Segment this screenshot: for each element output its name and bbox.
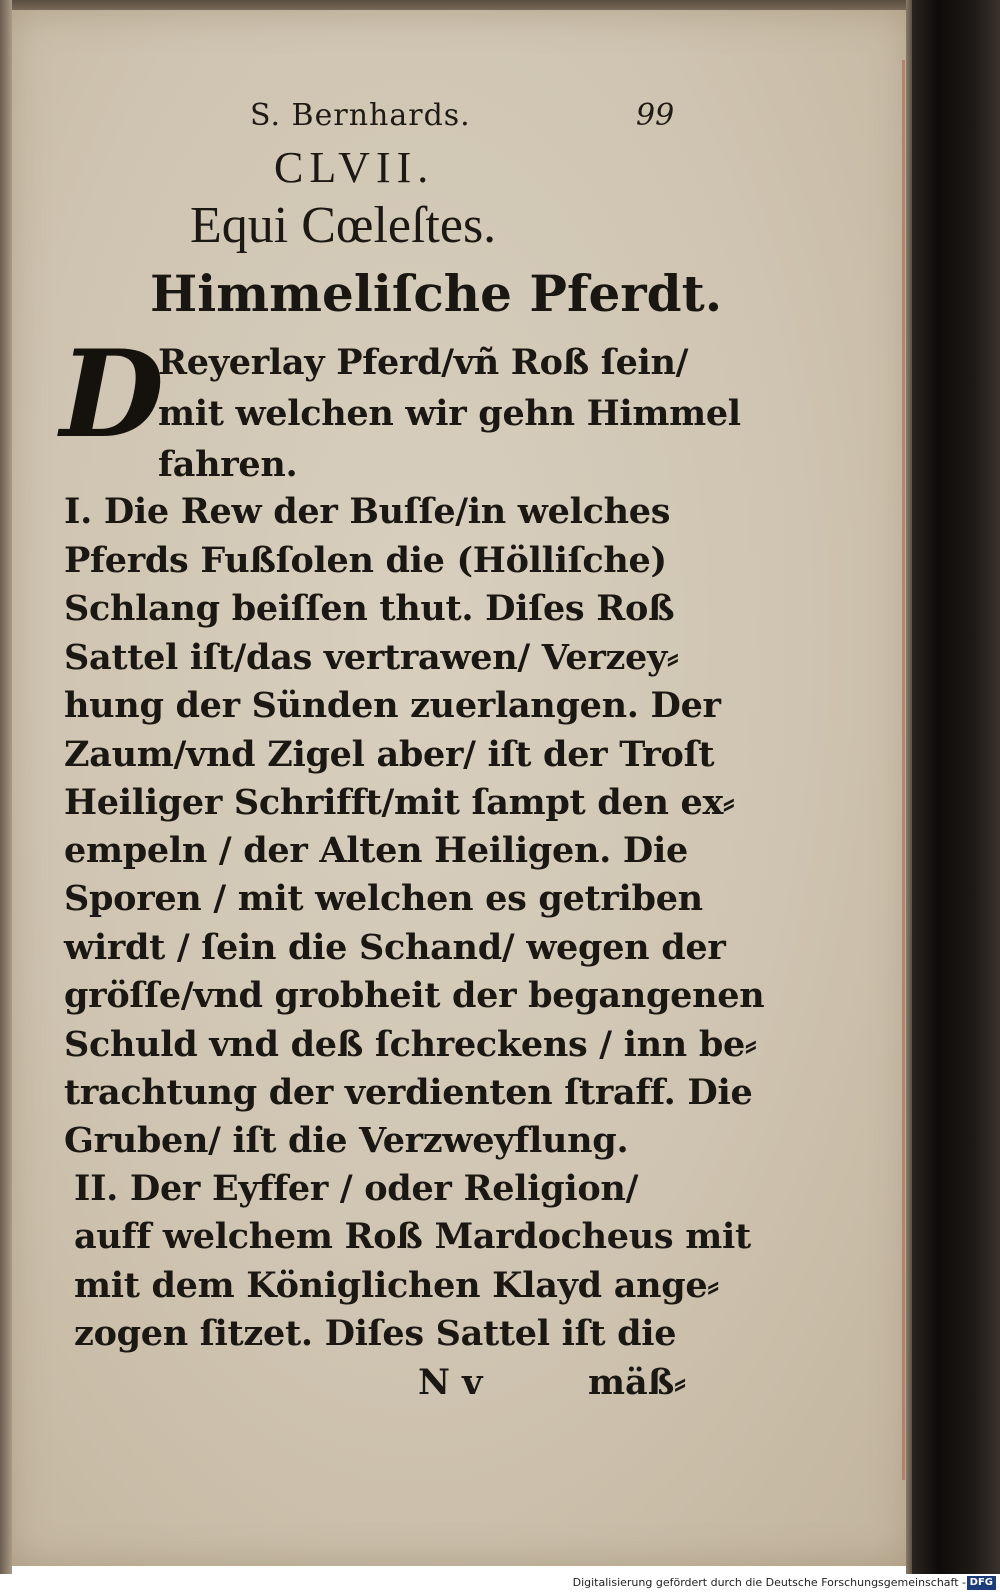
text-line: trachtung der verdienten ſtraff. Die (64, 1072, 753, 1113)
funding-credit: Digitalisierung gefördert durch die Deutsche Forschungsgemeinschaft - (572, 1576, 966, 1589)
text-line: zogen ſitzet. Diſes Sattel iſt die (74, 1313, 677, 1354)
text-line: mit welchen wir gehn Himmel (158, 393, 741, 434)
text-line: Gruben/ iſt die Verzweyflung. (64, 1120, 629, 1161)
book-binding (912, 0, 1000, 1574)
text-line: Sattel iſt/das vertrawen/ Verzey⸗ (64, 637, 679, 678)
margin-rule (902, 60, 905, 1480)
german-title: Himmeliſche Pferdt. (150, 264, 723, 323)
text-line: II. Der Eyffer / oder Religion/ (74, 1168, 639, 1209)
latin-title: Equi Cœleſtes. (190, 197, 497, 254)
decorated-initial: D (60, 324, 165, 465)
running-head: S. Bernhards. (250, 98, 471, 133)
text-line: Zaum/vnd Zigel aber/ iſt der Troſt (64, 734, 715, 775)
catchword: mäß⸗ (588, 1362, 686, 1403)
text-line: hung der Sünden zuerlangen. Der (64, 685, 721, 726)
text-line: gröſſe/vnd grobheit der begangenen (64, 975, 765, 1016)
text-line: fahren. (158, 444, 298, 485)
page-number: 99 (636, 98, 675, 133)
text-line: Heiliger Schrifft/mit ſampt den ex⸗ (64, 782, 735, 823)
text-line: mit dem Königlichen Klayd ange⸗ (74, 1265, 719, 1306)
text-line: Schuld vnd deß ſchreckens / inn be⸗ (64, 1024, 757, 1065)
dfg-logo: DFG (967, 1576, 996, 1590)
text-line: Sporen / mit welchen es getriben (64, 878, 703, 919)
chapter-number: CLVII. (274, 143, 435, 192)
text-line: auff welchem Roß Mardocheus mit (74, 1216, 751, 1257)
text-line: Pferds Fußſolen die (Hölliſche) (64, 540, 667, 581)
signature-mark: N v (418, 1362, 483, 1403)
text-line: Schlang beiſſen thut. Diſes Roß (64, 588, 675, 629)
scan-left-edge (0, 0, 12, 1574)
text-line: I. Die Rew der Buſſe/in welches (64, 491, 671, 532)
text-line: wirdt / ſein die Schand/ wegen der (64, 927, 726, 968)
text-line: empeln / der Alten Heiligen. Die (64, 830, 688, 871)
text-line: Reyerlay Pferd/vñ Roß ſein/ (158, 342, 689, 383)
